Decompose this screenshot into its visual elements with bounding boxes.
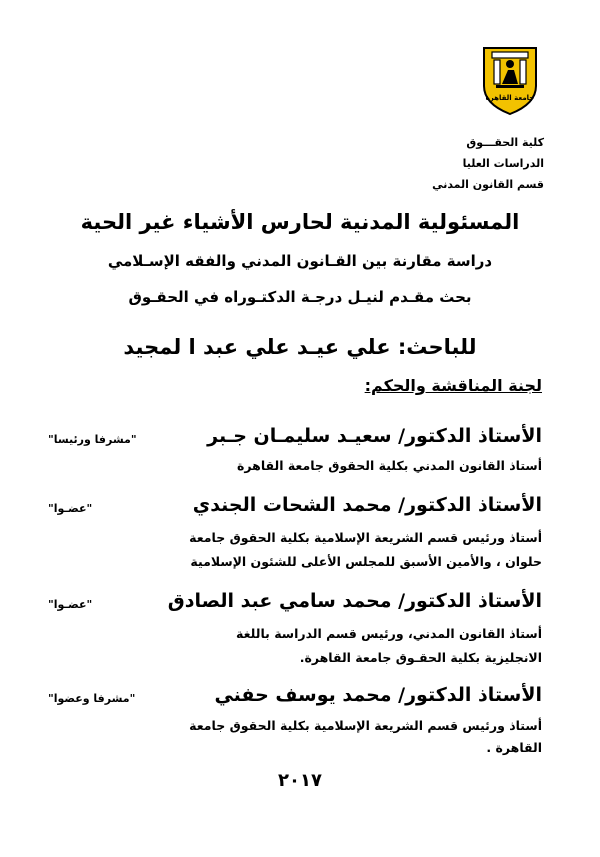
thesis-subtitle: دراسة مقارنة بين القـانون المدني والفقه الإسـلامي: [107, 252, 493, 270]
member-name: الأستاذ الدكتور/ محمد سامي عبد الصادق: [167, 590, 542, 612]
year: ٢٠١٧: [278, 770, 322, 791]
member-affiliation: أستاذ القانون المدني، ورئيس قسم الدراسة باللغة: [236, 626, 542, 641]
faculty-label: كلية الحقـــوق: [466, 136, 544, 149]
member-affiliation: القاهرة .: [486, 740, 542, 755]
university-logo: [478, 42, 542, 118]
member-affiliation: أستاذ القانون المدني بكلية الحقوق جامعة القاهرة: [237, 458, 542, 473]
member-affiliation: أستاذ ورئيس قسم الشريعة الإسلامية بكلية الحقوق جامعة: [189, 718, 542, 733]
department-label: قسم القانون المدني: [432, 178, 544, 191]
degree-line: بحث مقـدم لنيـل درجـة الدكتـوراه في الحقـوق: [128, 288, 472, 306]
member-name: الأستاذ الدكتور/ محمد الشحات الجندي: [192, 494, 542, 516]
member-role: "عضـوا": [48, 502, 93, 515]
member-affiliation: أستاذ ورئيس قسم الشريعة الإسلامية بكلية الحقوق جامعة: [189, 530, 542, 545]
studies-label: الدراسات العليا: [462, 157, 544, 170]
researcher-name: للباحث: علي عيـد علي عبد ا لمجيد: [123, 335, 477, 359]
thesis-title: المسئولية المدنية لحارس الأشياء غير الحية: [80, 210, 520, 234]
member-name: الأستاذ الدكتور/ سعيـد سليمـان جـبر: [207, 425, 542, 447]
logo-text: جامعة القاهرة: [485, 94, 535, 102]
member-role: "مشرفا ورئيسا": [48, 433, 137, 446]
committee-heading: لجنة المناقشة والحكم:: [364, 376, 542, 395]
member-affiliation: حلوان ، والأمين الأسبق للمجلس الأعلى للشئون الإسلامية: [190, 554, 542, 569]
member-role: "مشرفا وعضوا": [48, 692, 136, 705]
member-affiliation: الانجليزية بكلية الحقـوق جامعة القاهرة.: [299, 650, 542, 665]
member-role: "عضـوا": [48, 598, 93, 611]
member-name: الأستاذ الدكتور/ محمد يوسف حفني: [214, 684, 542, 706]
